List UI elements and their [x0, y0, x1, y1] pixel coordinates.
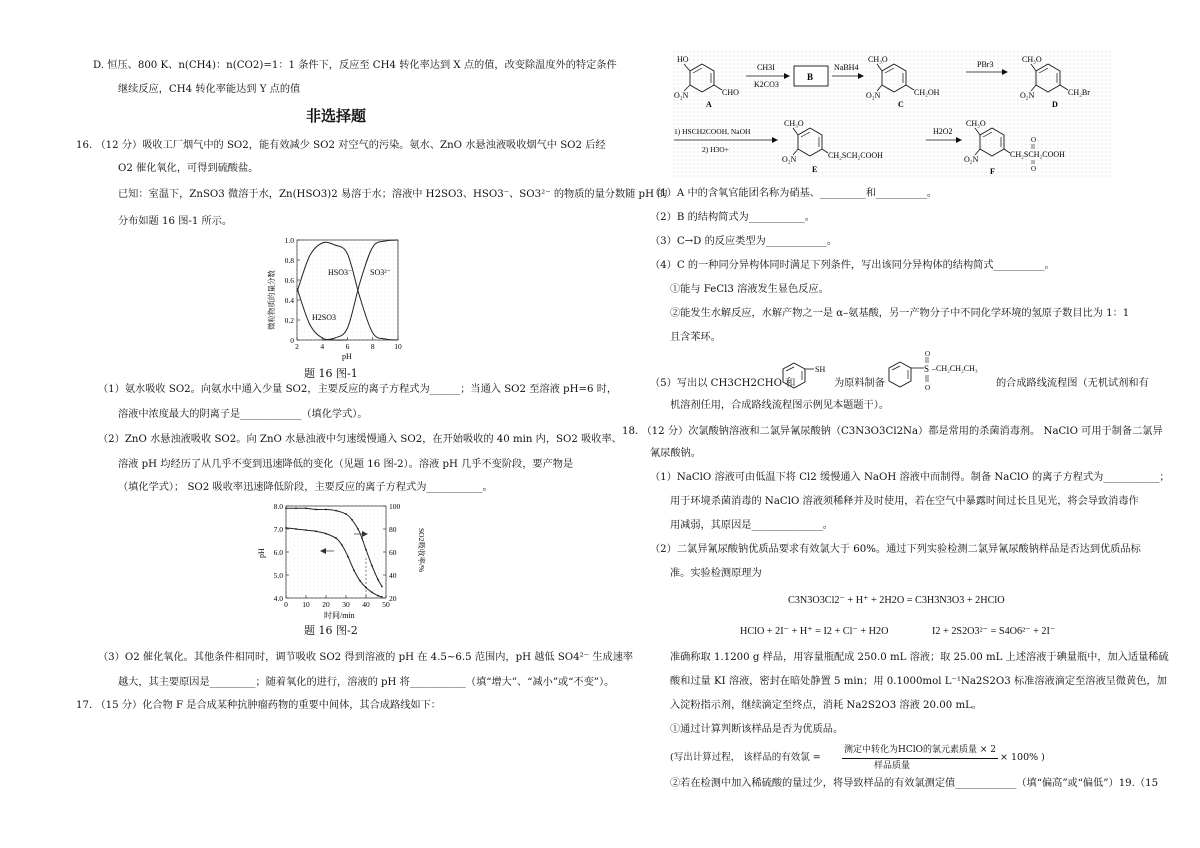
fig16-1-xtick-label: 4	[320, 342, 325, 351]
fig16-2-y2tick-label: 20	[389, 594, 397, 603]
svg-text:CH₃O: CH₃O	[1022, 55, 1042, 64]
q17-part5-c: 的合成路线流程图（无机试剂和有	[996, 378, 1149, 389]
svg-text:O: O	[1031, 165, 1037, 173]
q15-option-d: D. 恒压、800 K、n(CH4)：n(CO2)=1：1 条件下，反应至 CH4 转化率达到 X 点的值，改变除温度外的特定条件	[93, 60, 617, 71]
fig16-1-label-hso3: HSO3⁻	[328, 268, 353, 277]
q17-stem: 17. （15 分）化合物 F 是合成某种抗肿瘤药物的重要中间体，其合成路线如下：	[76, 700, 441, 711]
q16-part3-cont: 越大，其主要原因是_________；随着氧化的进行，溶液的 pH 将___________（填“增大”、“减小”或“不变”）。	[118, 677, 615, 688]
svg-text:S: S	[924, 364, 930, 374]
fig16-2-ylabel: pH	[257, 548, 266, 558]
compound-e-structure	[782, 119, 883, 164]
svg-text:O: O	[1031, 136, 1037, 144]
q16-part1-cont: 溶液中浓度最大的阴离子是____________（填化学式）。	[118, 409, 368, 420]
q18-stem-cont: 氰尿酸钠。	[650, 448, 701, 459]
fig16-2-xtick-label: 30	[342, 600, 350, 609]
svg-text:CH₂OH: CH₂OH	[914, 88, 940, 97]
fig16-1-chart	[262, 234, 412, 364]
fig16-2-xtick-label: 20	[322, 600, 330, 609]
q16-part3: （3）O2 催化氧化。其他条件相同时，调节吸收 SO2 得到溶液的 pH 在 4.5~6.5 范围内，pH 越低 SO4²⁻ 生成速率	[98, 652, 634, 663]
section-title: 非选择题	[306, 107, 367, 125]
q17-part5-a: （5）写出以 CH3CH2CHO 和	[650, 378, 796, 389]
fig16-2-series-1-point	[315, 530, 317, 532]
q18-part1-cont: 用于环境杀菌消毒的 NaClO 溶液须稀释并及时使用，若在空气中暴露时间过长且见光，将会导致消毒作	[670, 496, 1139, 507]
reagent-ch3i: CH3I	[757, 63, 775, 72]
reagent-k2co3: K2CO3	[754, 80, 779, 89]
q16-stem-cont: O2 催化氧化，可得到硫酸盐。	[118, 163, 259, 174]
q17-part3: （3）C→D 的反应类型为____________。	[650, 236, 838, 247]
fig16-2-series-0-point	[335, 510, 337, 512]
q16-stem: 16. （12 分）吸收工厂烟气中的 SO2，能有效减少 SO2 对空气的污染。氨水、ZnO 水悬浊液吸收烟气中 SO2 后经	[76, 140, 606, 151]
fig16-1-series-1-line	[297, 242, 398, 340]
svg-text:CH₃O: CH₃O	[868, 55, 888, 64]
formula-denominator: 样品质量	[874, 761, 911, 771]
svg-text:O₂N: O₂N	[782, 155, 797, 164]
reagent-pbr3: PBr3	[977, 60, 994, 69]
sulfone-structure	[880, 346, 1000, 398]
fig16-2-caption: 题 16 图-2	[304, 624, 358, 637]
fig16-2-series-0-point	[345, 513, 347, 515]
q18-part1: （1）NaClO 溶液可由低温下将 Cl2 缓慢通入 NaOH 溶液中而制得。制备 NaClO 的离子方程式为___________；	[650, 472, 1170, 483]
q16-part1: （1）氨水吸收 SO2。向氨水中通入少量 SO2，主要反应的离子方程式为______；当通入 SO2 至溶液 pH=6 时，	[98, 384, 618, 395]
fig16-1-ytick-label: 0.8	[284, 256, 294, 265]
fig16-1-xlabel: pH	[342, 352, 352, 361]
fig16-2-series-0-point	[377, 579, 379, 581]
q16-part2: （2）ZnO 水悬浊液吸收 SO2。向 ZnO 水悬浊液中匀速缓慢通入 SO2，在开始吸收的 40 min 内，SO2 吸收率、	[98, 434, 622, 445]
fig16-2-series-0-point	[381, 586, 383, 588]
equation-2: HClO + 2I⁻ + H⁺ = I2 + Cl⁻ + H2O	[740, 626, 889, 637]
svg-text:CH₂SCH₂COOH: CH₂SCH₂COOH	[828, 151, 883, 160]
formula-numerator: 测定中转化为HClO的氯元素质量 × 2	[842, 742, 998, 759]
fig16-2-y2tick-label: 40	[389, 571, 397, 580]
fig16-2-xtick-label: 50	[382, 600, 390, 609]
q17-part5-b: 为原料制备	[834, 378, 885, 389]
fig16-2-chart	[256, 500, 426, 624]
fig16-2-series-0-point	[365, 549, 367, 551]
q15-option-d-cont: 继续反应，CH4 转化率能达到 Y 点的值	[118, 84, 301, 95]
fig16-2-ytick-label: 7.0	[273, 525, 283, 534]
box-b: B	[807, 72, 814, 82]
fig16-2-y2tick-label: 80	[389, 525, 397, 534]
q17-part2: （2）B 的结构简式为___________。	[650, 212, 815, 223]
q18-experiment: 准确称取 1.1200 g 样品，用容量瓶配成 250.0 mL 溶液；取 25.00 mL 上述溶液于碘量瓶中，加入适量稀硫	[670, 652, 1169, 663]
compound-d-structure	[1020, 55, 1090, 100]
q17-part4: （4）C 的一种同分异构体同时满足下列条件，写出该同分异构体的结构简式__________。	[650, 260, 1055, 271]
q17-part4-cond2-cont: 且含苯环。	[670, 332, 721, 343]
fig16-2-series-0-point	[295, 507, 297, 509]
fig16-2-series-1-point	[341, 544, 343, 546]
fig16-2-series-0-point	[285, 507, 287, 509]
fig16-2-series-1-point	[371, 591, 373, 593]
fig16-1-label-h2so3: H2SO3	[312, 313, 337, 322]
reagent-hsch2cooh: 1) HSCH2COOH, NaOH	[674, 127, 751, 136]
fig16-1-xtick-label: 10	[394, 342, 402, 351]
svg-text:O: O	[925, 384, 931, 392]
svg-text:O: O	[925, 350, 931, 358]
fig16-2-ytick-label: 8.0	[273, 502, 283, 511]
fig16-2-series-1-point	[359, 580, 361, 582]
svg-text:CHO: CHO	[722, 88, 739, 97]
fig16-2-xtick-label: 10	[302, 600, 310, 609]
fig16-2-series-0-point	[357, 528, 359, 530]
fig16-2-xtick-label: 40	[362, 600, 370, 609]
label-e: E	[812, 165, 818, 174]
fig16-2-series-0-point	[371, 565, 373, 567]
svg-text:O₂N: O₂N	[674, 91, 689, 100]
fig16-2-series-1-point	[353, 570, 355, 572]
thiophenol-structure	[776, 358, 836, 394]
fig16-1-series-2-line	[322, 240, 398, 340]
fig16-2-ytick-label: 4.0	[273, 594, 283, 603]
fig16-2-y2tick-label: 60	[389, 548, 397, 557]
compound-f-structure	[964, 119, 1065, 173]
q18-part2: （2）二氯异氰尿酸钠优质品要求有效氯大于 60%。通过下列实验检测二氯异氰尿酸钠样品是否达到优质品标	[650, 544, 1141, 555]
label-d: D	[1052, 100, 1058, 109]
svg-text:HO: HO	[677, 55, 689, 64]
fig16-2-series-1-point	[305, 529, 307, 531]
equation-1: C3N3O3Cl2⁻ + H⁺ + 2H2O = C3H3N3O3 + 2HClO	[788, 595, 1005, 606]
fig16-1-xtick-label: 2	[295, 342, 299, 351]
q18-part1-cont2: 用减弱，其原因是______________。	[670, 520, 833, 531]
q18-part2-cont: 准。实验检测原理为	[670, 568, 762, 579]
fig16-2-series-0-point	[351, 519, 353, 521]
fig16-2-ytick-label: 5.0	[273, 571, 283, 580]
fig16-1-ytick-label: 0.6	[284, 276, 294, 285]
svg-text:CH₂SCH₂COOH: CH₂SCH₂COOH	[1010, 150, 1065, 159]
synthesis-route-svg	[672, 50, 1112, 178]
fig16-2-series-0-point	[305, 507, 307, 509]
fig16-2-series-1-point	[347, 556, 349, 558]
q16-part2-cont2: （填化学式）； SO2 吸收率迅速降低阶段，主要反应的离子方程式为___________。	[118, 482, 493, 493]
svg-text:O₂N: O₂N	[866, 91, 881, 100]
svg-text:O₂N: O₂N	[964, 155, 979, 164]
compound-c-structure	[866, 55, 940, 100]
svg-text:O₂N: O₂N	[1020, 91, 1035, 100]
reagent-h2o2: H2O2	[933, 127, 953, 136]
fig16-2-series-1-point	[285, 527, 287, 529]
fig16-2-y2label: SO2吸收率/%	[417, 528, 426, 573]
fig16-2-series-1-point	[325, 533, 327, 535]
synthesis-route	[672, 50, 1112, 178]
label-a: A	[706, 100, 712, 109]
fig16-2-xtick-label: 0	[284, 600, 288, 609]
svg-text:–CH₂CH₂CH₃: –CH₂CH₂CH₃	[932, 364, 978, 373]
svg-text:SH: SH	[815, 365, 826, 374]
fig16-1-ytick-label: 0.4	[284, 296, 294, 305]
fig16-1-ytick-label: 0	[290, 336, 294, 345]
svg-text:CH₃O: CH₃O	[966, 119, 986, 128]
q17-part1: （1）A 中的含氧官能团名称为硝基、_________和__________。	[650, 188, 938, 199]
fig16-1-label-so3: SO3²⁻	[370, 268, 391, 277]
fig16-2-series-0-line	[286, 508, 382, 586]
reagent-h3o: 2) H3O+	[702, 145, 729, 154]
q17-part5-cont: 机溶剂任用，合成路线流程图示例见本题题干）。	[670, 400, 890, 411]
q18-experiment-cont2: 入淀粉指示剂，继续滴定至终点，消耗 Na2S2O3 溶液 20.00 mL。	[670, 700, 983, 711]
q16-known-cont: 分布如题 16 图-1 所示。	[118, 216, 233, 227]
fig16-1-ytick-label: 1.0	[284, 236, 294, 245]
fig16-2-series-1-point	[381, 596, 383, 598]
fig16-2-series-1-point	[295, 528, 297, 530]
svg-text:CH₂Br: CH₂Br	[1068, 88, 1090, 97]
fig16-2-xlabel: 时间/min	[324, 611, 355, 620]
reagent-nabh4: NaBH4	[834, 63, 859, 72]
fig16-2-series-1-point	[335, 537, 337, 539]
fig16-1-ytick-label: 0.2	[284, 316, 294, 325]
fig16-2-series-1-point	[377, 595, 379, 597]
compound-a-structure	[674, 55, 739, 100]
q16-part2-cont: 溶液 pH 均经历了从几乎不变到迅速降低的变化（见题 16 图-2）。溶液 pH 几乎不变阶段，要产物是	[118, 459, 574, 470]
q16-known: 已知：室温下，ZnSO3 微溶于水，Zn(HSO3)2 易溶于水；溶液中 H2SO3、HSO3⁻、SO3²⁻ 的物质的量分数随 pH 的	[118, 189, 668, 200]
fig16-1-xtick-label: 6	[345, 342, 350, 351]
svg-text:CH₃O: CH₃O	[784, 119, 804, 128]
formula-suffix: × 100% )	[1000, 752, 1045, 763]
fig16-1-xtick-label: 8	[370, 342, 375, 351]
fig16-1-ylabel: 微粒物质的量分数	[267, 270, 276, 330]
fig16-1-caption: 题 16 图-1	[304, 367, 358, 380]
fig16-2-y2tick-label: 100	[389, 502, 401, 511]
q18-experiment-cont: 酸和过量 KI 溶液，密封在暗处静置 5 min；用 0.1000mol L⁻¹Na2S2O3 标准溶液滴定至溶液呈微黄色，加	[670, 676, 1167, 687]
q17-part4-cond1: ①能与 FeCl3 溶液发生显色反应。	[670, 284, 829, 295]
label-f: F	[990, 167, 995, 176]
q18-part2-sub1: ①通过计算判断该样品是否为优质品。	[670, 724, 844, 735]
q18-part2-sub2: ②若在检测中加入稀硫酸的量过少，将导致样品的有效氯测定值____________（填“偏高”或“偏低”）19.（15	[670, 778, 1159, 789]
fig16-2-ytick-label: 6.0	[273, 548, 283, 557]
q17-part4-cond2: ②能发生水解反应，水解产物之一是 α–氨基酸，另一产物分子中不同化学环境的氢原子数目比为 1：1	[670, 308, 1130, 319]
fig16-2-series-0-point	[325, 509, 327, 511]
q18-stem: 18. （12 分）次氯酸钠溶液和二氯异氰尿酸钠（C3N3O3Cl2Na）都是常用的杀菌消毒剂。 NaClO 可用于制备二氯异	[622, 426, 1163, 437]
fig16-2-series-0-point	[315, 509, 317, 511]
formula-prefix: (写出计算过程， 该样品的有效氯 =	[670, 752, 821, 763]
equation-3: I2 + 2S2O3²⁻ = S4O6²⁻ + 2I⁻	[932, 626, 1056, 637]
label-c: C	[898, 100, 904, 109]
fig16-2-series-0-point	[361, 537, 363, 539]
